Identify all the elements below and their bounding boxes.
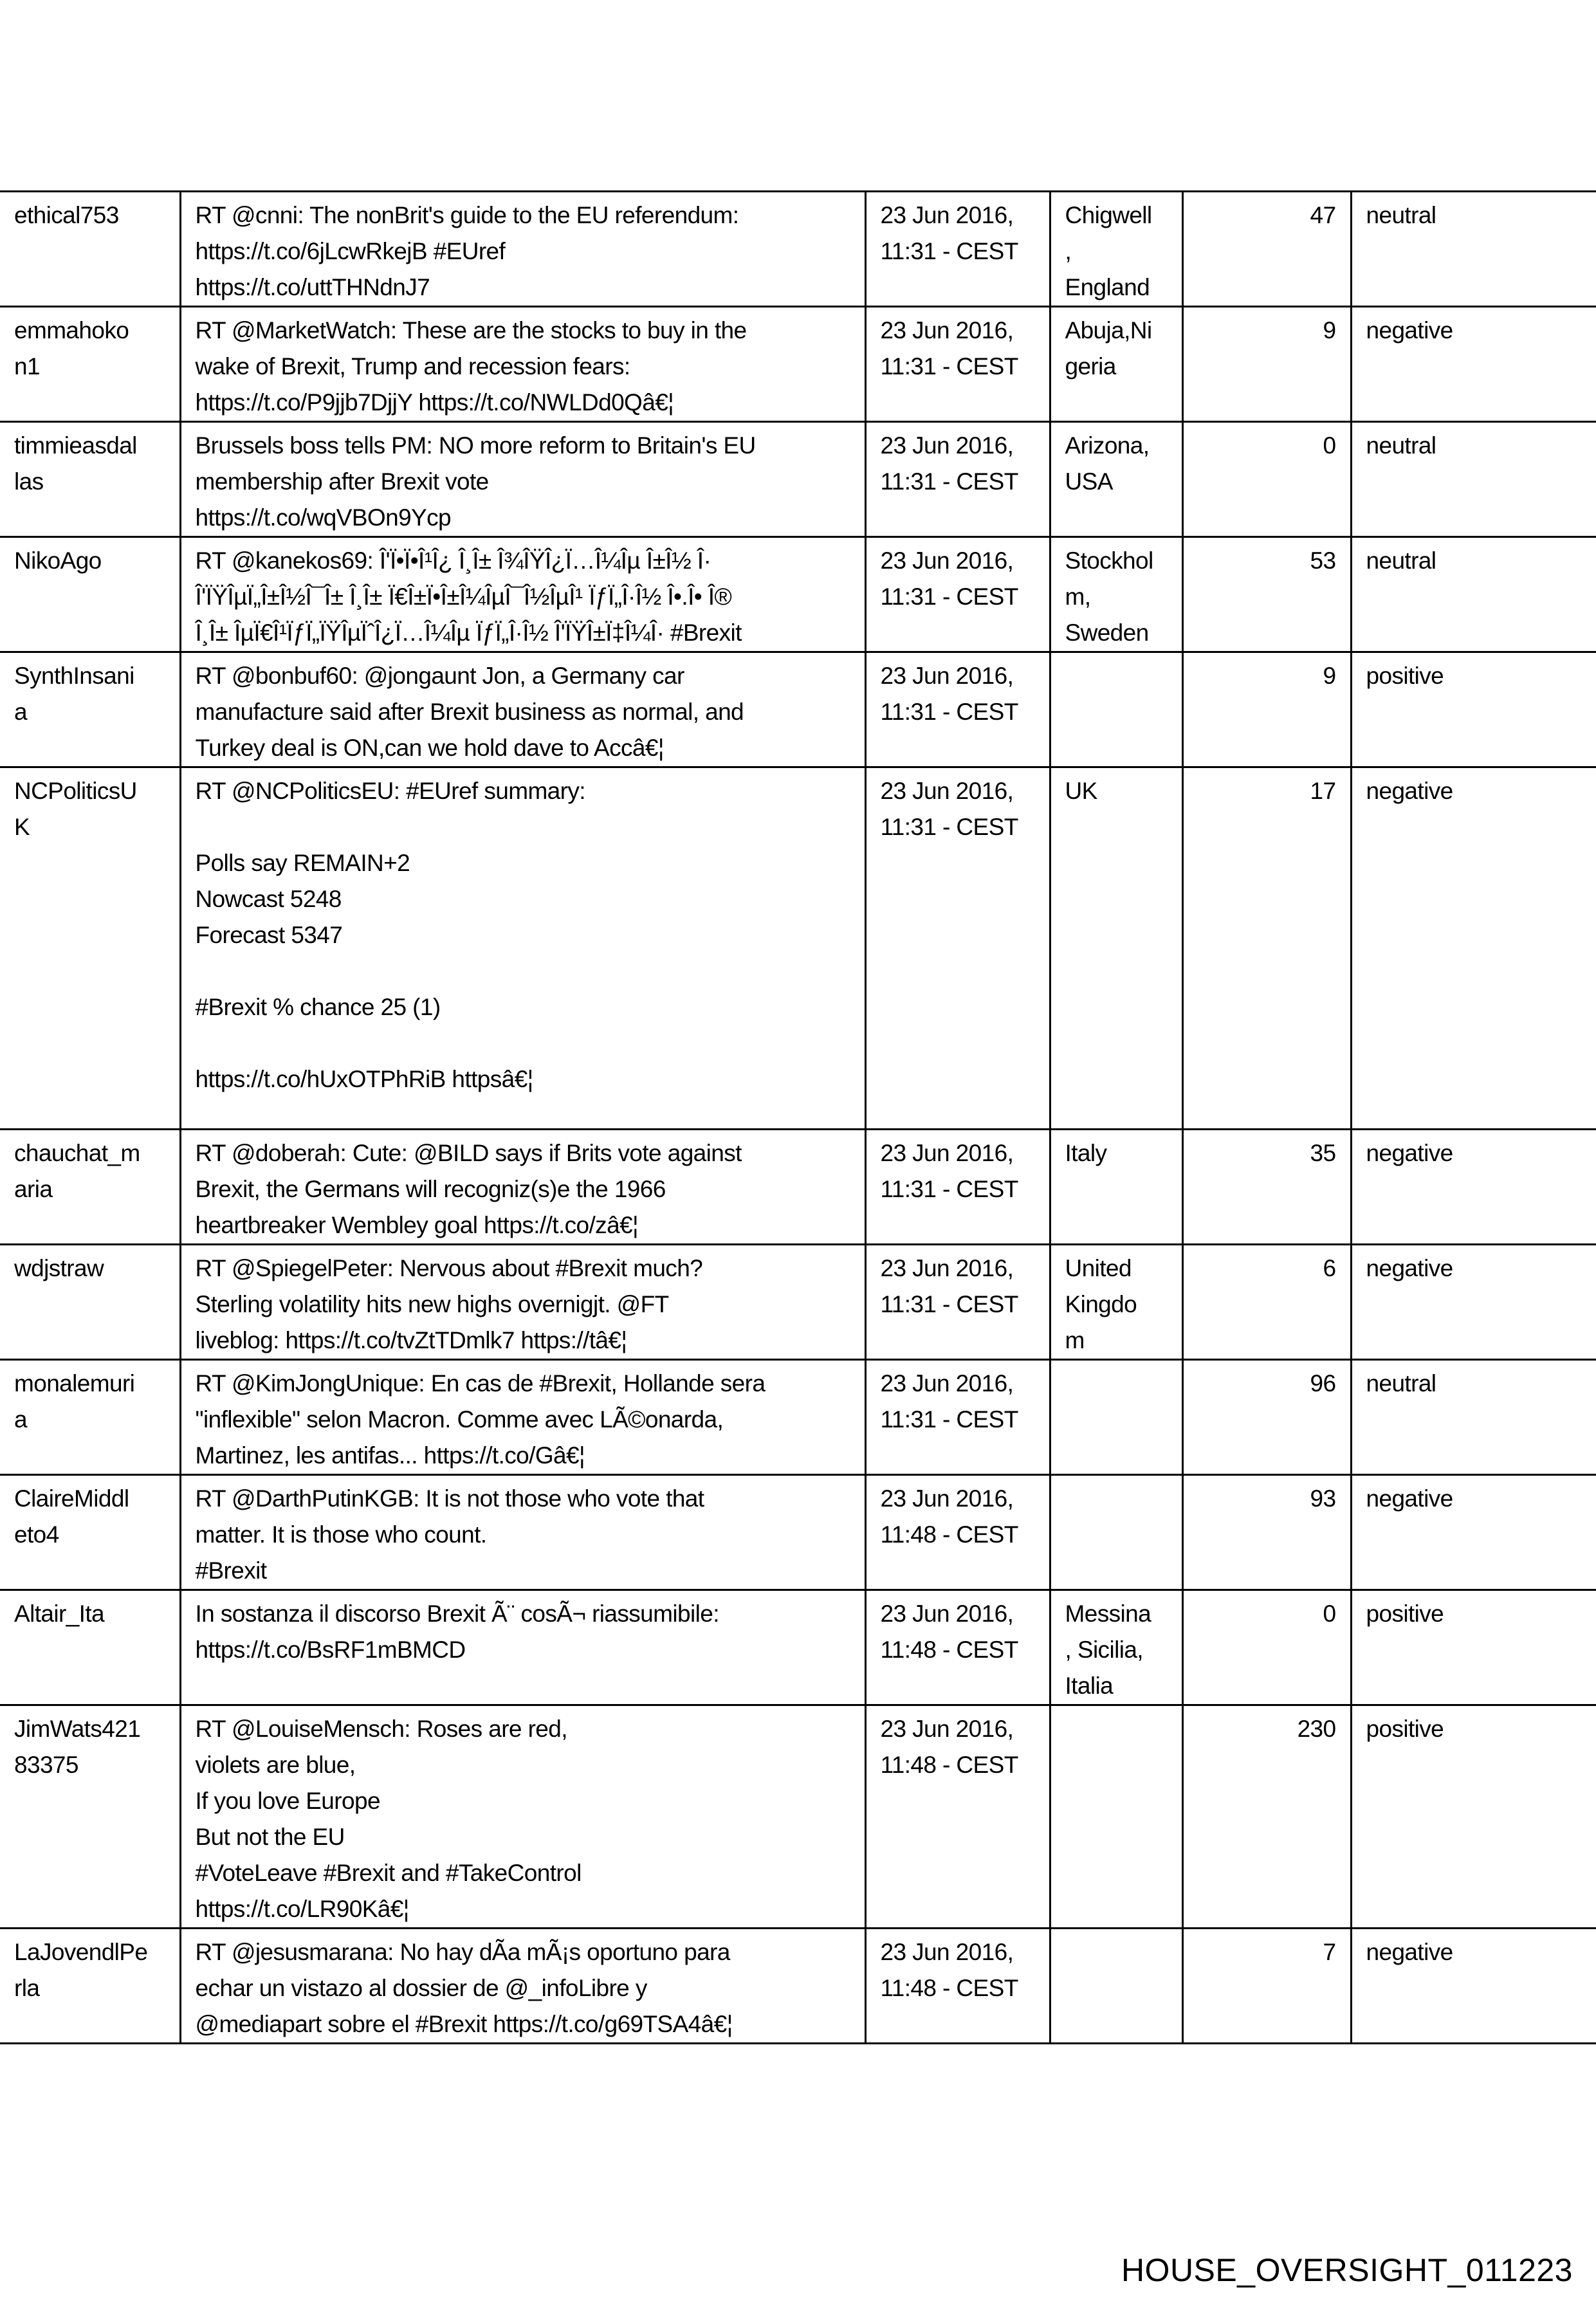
count-cell: 0	[1182, 422, 1351, 537]
username-cell: ethical753	[0, 192, 180, 307]
date-cell: 23 Jun 2016, 11:48 - CEST	[865, 1475, 1050, 1590]
date-cell: 23 Jun 2016, 11:31 - CEST	[865, 1245, 1050, 1360]
username-cell: ClaireMiddl eto4	[0, 1475, 180, 1590]
sentiment-cell: neutral	[1351, 537, 1596, 652]
count-cell: 7	[1182, 1929, 1351, 2044]
sentiment-cell: positive	[1351, 1705, 1596, 1929]
date-cell: 23 Jun 2016, 11:31 - CEST	[865, 767, 1050, 1130]
count-cell: 9	[1182, 652, 1351, 767]
count-cell: 47	[1182, 192, 1351, 307]
date-cell: 23 Jun 2016, 11:31 - CEST	[865, 192, 1050, 307]
date-cell: 23 Jun 2016, 11:48 - CEST	[865, 1705, 1050, 1929]
location-cell	[1050, 1929, 1182, 2044]
username-cell: NikoAgo	[0, 537, 180, 652]
tweet-text-cell: RT @MarketWatch: These are the stocks to buy in the wake of Brexit, Trump and recession fears: https://t.co/P9jjb7DjjY https://t.co/NWLDd0Qâ€¦	[180, 307, 865, 422]
location-cell: Messina , Sicilia, Italia	[1050, 1590, 1182, 1705]
date-cell: 23 Jun 2016, 11:31 - CEST	[865, 422, 1050, 537]
location-cell: Chigwell , England	[1050, 192, 1182, 307]
date-cell: 23 Jun 2016, 11:31 - CEST	[865, 537, 1050, 652]
location-cell: UK	[1050, 767, 1182, 1130]
username-cell: monalemuri a	[0, 1360, 180, 1475]
tweet-text-cell: RT @KimJongUnique: En cas de #Brexit, Hollande sera "inflexible" selon Macron. Comme avec LÃ©onarda, Martinez, les antifas... https://t.co/Gâ€¦	[180, 1360, 865, 1475]
sentiment-cell: negative	[1351, 1130, 1596, 1245]
table-row	[0, 1130, 1596, 1245]
count-cell: 17	[1182, 767, 1351, 1130]
sentiment-cell: negative	[1351, 1245, 1596, 1360]
username-cell: SynthInsani a	[0, 652, 180, 767]
username-cell: Altair_Ita	[0, 1590, 180, 1705]
username-cell: NCPoliticsU K	[0, 767, 180, 1130]
count-cell: 53	[1182, 537, 1351, 652]
tweet-text-cell: In sostanza il discorso Brexit Ã¨ cosÃ¬ riassumibile: https://t.co/BsRF1mBMCD	[180, 1590, 865, 1705]
table-row	[0, 1245, 1596, 1360]
sentiment-cell: negative	[1351, 307, 1596, 422]
location-cell	[1050, 1705, 1182, 1929]
sentiment-cell: positive	[1351, 652, 1596, 767]
tweets-table	[0, 190, 1596, 2044]
location-cell: Italy	[1050, 1130, 1182, 1245]
username-cell: LaJovendlPe rla	[0, 1929, 180, 2044]
date-cell: 23 Jun 2016, 11:48 - CEST	[865, 1929, 1050, 2044]
sentiment-cell: negative	[1351, 1929, 1596, 2044]
date-cell: 23 Jun 2016, 11:31 - CEST	[865, 1130, 1050, 1245]
location-cell: Stockhol m, Sweden	[1050, 537, 1182, 652]
tweet-text-cell: Brussels boss tells PM: NO more reform to Britain's EU membership after Brexit vote https://t.co/wqVBOn9Ycp	[180, 422, 865, 537]
location-cell	[1050, 1360, 1182, 1475]
date-cell: 23 Jun 2016, 11:31 - CEST	[865, 1360, 1050, 1475]
table-row	[0, 307, 1596, 422]
location-cell: Arizona, USA	[1050, 422, 1182, 537]
tweet-text-cell: RT @SpiegelPeter: Nervous about #Brexit much? Sterling volatility hits new highs overnigjt. @FT liveblog: https://t.co/tvZtTDmlk7 https://tâ€¦	[180, 1245, 865, 1360]
location-cell	[1050, 652, 1182, 767]
tweet-text-cell: RT @cnni: The nonBrit's guide to the EU referendum: https://t.co/6jLcwRkejB #EUref https://t.co/uttTHNdnJ7	[180, 192, 865, 307]
table-row	[0, 1475, 1596, 1590]
username-cell: chauchat_m aria	[0, 1130, 180, 1245]
tweet-text-cell: RT @doberah: Cute: @BILD says if Brits vote against Brexit, the Germans will recogniz(s)e the 1966 heartbreaker Wembley goal https://t.co/zâ€¦	[180, 1130, 865, 1245]
table-row	[0, 1705, 1596, 1929]
count-cell: 0	[1182, 1590, 1351, 1705]
table-row	[0, 537, 1596, 652]
location-cell: United Kingdo m	[1050, 1245, 1182, 1360]
sentiment-cell: neutral	[1351, 422, 1596, 537]
count-cell: 9	[1182, 307, 1351, 422]
sentiment-cell: neutral	[1351, 192, 1596, 307]
tweet-text-cell: RT @LouiseMensch: Roses are red, violets are blue, If you love Europe But not the EU #VoteLeave #Brexit and #TakeControl https://t.co/LR90Kâ€¦	[180, 1705, 865, 1929]
tweet-text-cell: RT @jesusmarana: No hay dÃa mÃ¡s oportuno para echar un vistazo al dossier de @_infoLibre y @mediapart sobre el #Brexit https://t.co/g69TSA4â€¦	[180, 1929, 865, 2044]
table-row	[0, 422, 1596, 537]
count-cell: 6	[1182, 1245, 1351, 1360]
username-cell: emmahoko n1	[0, 307, 180, 422]
location-cell: Abuja,Ni geria	[1050, 307, 1182, 422]
document-id-footer: HOUSE_OVERSIGHT_011223	[1121, 2252, 1573, 2288]
count-cell: 96	[1182, 1360, 1351, 1475]
sentiment-cell: negative	[1351, 1475, 1596, 1590]
table-row	[0, 1929, 1596, 2044]
sentiment-cell: negative	[1351, 767, 1596, 1130]
table-row	[0, 1590, 1596, 1705]
tweet-text-cell: RT @bonbuf60: @jongaunt Jon, a Germany car manufacture said after Brexit business as normal, and Turkey deal is ON,can we hold dave to Accâ€¦	[180, 652, 865, 767]
sentiment-cell: positive	[1351, 1590, 1596, 1705]
date-cell: 23 Jun 2016, 11:48 - CEST	[865, 1590, 1050, 1705]
username-cell: timmieasdal las	[0, 422, 180, 537]
tweet-text-cell: RT @DarthPutinKGB: It is not those who vote that matter. It is those who count. #Brexit	[180, 1475, 865, 1590]
table-row	[0, 192, 1596, 307]
tweet-text-cell: RT @NCPoliticsEU: #EUref summary: Polls say REMAIN+2 Nowcast 5248 Forecast 5347 #Brexit % chance 25 (1) https://t.co/hUxOTPhRiB httpsâ€¦	[180, 767, 865, 1130]
username-cell: wdjstraw	[0, 1245, 180, 1360]
table-row	[0, 767, 1596, 1130]
table-row	[0, 1360, 1596, 1475]
count-cell: 93	[1182, 1475, 1351, 1590]
table-row	[0, 652, 1596, 767]
date-cell: 23 Jun 2016, 11:31 - CEST	[865, 307, 1050, 422]
tweet-text-cell: RT @kanekos69: Î'Ï•Ï•Î¹Î¿ Î¸Î± Î¾ÎŸÎ¿Ï…Î¼Îµ Î±Î½ Î· Î'ÏŸÎµÏ„Î±Î½Î¯Î± Î¸Î± Ï€Î±Ï•Î±Î¼ÎµÎ¯Î½ÎµÎ¹ ÏƒÏ„Î·Î½ Î•.Î• Î® Î¸Î± ÎµÏ€Î¹ÏƒÏ„ÏŸÎµÏˆÎ¿Ï…Î¼Îµ ÏƒÏ„Î·Î½ Î'ÏŸÎ±Ï‡Î¼Î· #Brexit	[180, 537, 865, 652]
sentiment-cell: neutral	[1351, 1360, 1596, 1475]
location-cell	[1050, 1475, 1182, 1590]
date-cell: 23 Jun 2016, 11:31 - CEST	[865, 652, 1050, 767]
count-cell: 35	[1182, 1130, 1351, 1245]
count-cell: 230	[1182, 1705, 1351, 1929]
username-cell: JimWats421 83375	[0, 1705, 180, 1929]
